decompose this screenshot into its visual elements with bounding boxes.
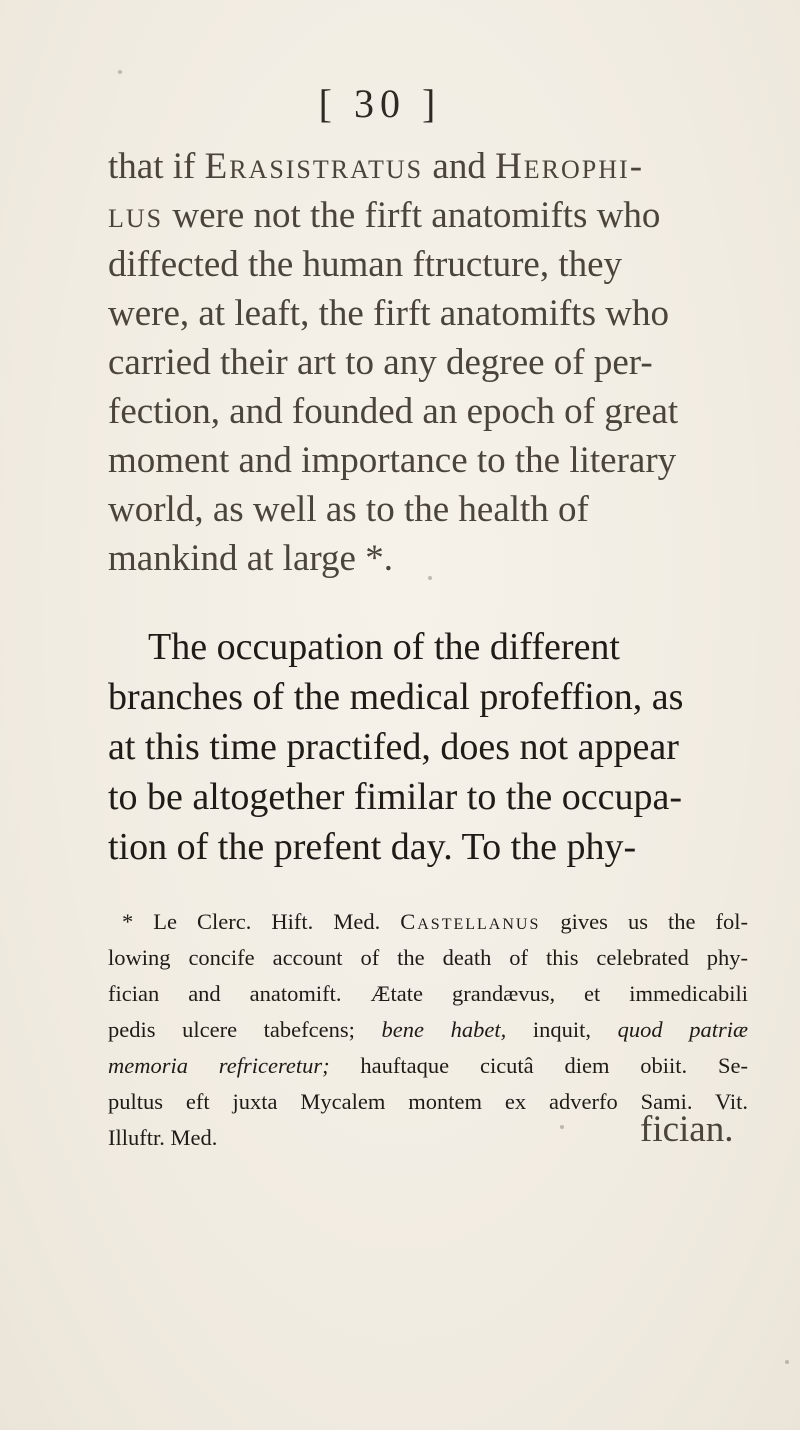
paper-speck	[118, 70, 122, 74]
text-line: branches of the medical profeffion, as	[108, 676, 684, 718]
text-line: tion of the prefent day. To the phy-	[108, 826, 637, 868]
page-number: [ 30 ]	[318, 81, 442, 126]
footnote-line: lowing concife account of the death of this celebrated phy-	[108, 945, 748, 970]
text-line: The occupation of the different	[148, 626, 620, 668]
footnote-line: fician and anatomift. Ætate grandævus, et immedicabili	[108, 981, 748, 1006]
text-line: moment and importance to the literary	[108, 440, 677, 481]
text-line: to be altogether fimilar to the occupa-	[108, 776, 682, 818]
text-line: fection, and founded an epoch of great	[108, 391, 679, 432]
catchword: fician.	[640, 1109, 734, 1150]
text-line: carried their art to any degree of per-	[108, 342, 653, 383]
footnote-line: pedis ulcere tabefcens; bene habet, inquit, quod patriæ	[108, 1017, 748, 1042]
name-herophilus: Herophi-	[495, 146, 645, 187]
text-line: that if Erasistratus and Herophi-	[108, 146, 645, 187]
text-line: lus were not the firft anatomifts who	[108, 195, 661, 236]
text-line: at this time practifed, does not appear	[108, 726, 679, 768]
footnote-line: Illuftr. Med.	[108, 1125, 218, 1150]
footnote-line: memoria refriceretur; hauftaque cicutâ diem obiit. Se-	[108, 1053, 748, 1078]
paper-speck	[785, 1360, 789, 1364]
paper-speck	[560, 1125, 564, 1129]
footnote-line: pultus eft juxta Mycalem montem ex adverfo Sami. Vit.	[108, 1089, 748, 1114]
text-line: mankind at large *.	[108, 538, 393, 579]
text-line: diffected the human ftructure, they	[108, 244, 623, 285]
text-line: world, as well as to the health of	[108, 489, 589, 530]
name-erasistratus: Erasistratus	[204, 146, 424, 187]
footnote-line: * Le Clerc. Hift. Med. Castellanus gives us the fol-	[122, 909, 748, 934]
text-line: were, at leaft, the firft anatomifts who	[108, 293, 669, 334]
paper-speck	[428, 576, 432, 580]
